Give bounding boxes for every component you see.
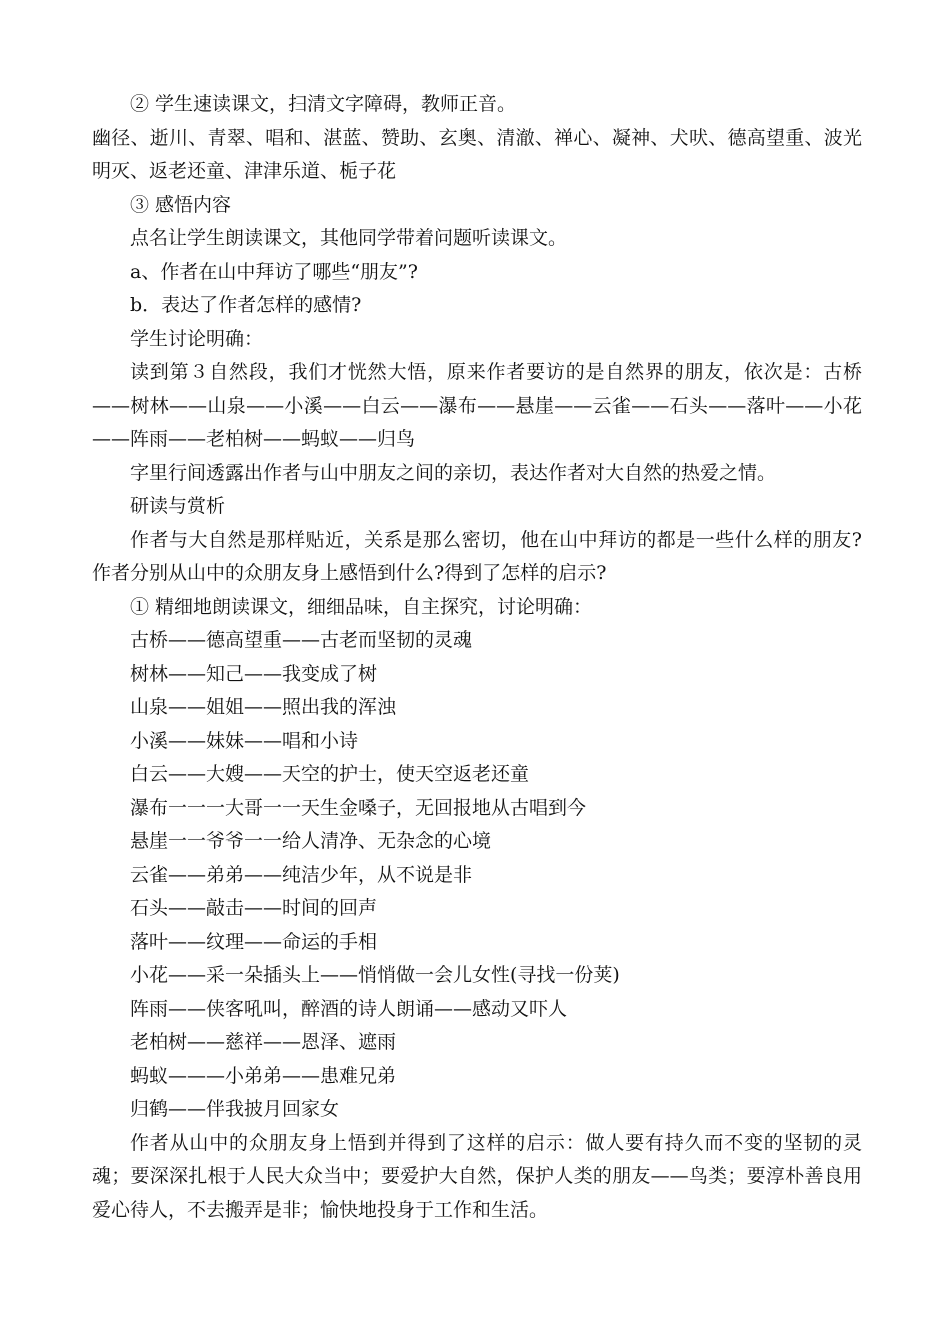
list-item-returning-crane: 归鹤——伴我披月回家女 bbox=[130, 1098, 340, 1120]
paragraph-discussion-heading: 学生讨论明确： bbox=[130, 327, 264, 350]
list-item-shower: 阵雨——侠客吼叫，醉酒的诗人朗诵——感动又吓人 bbox=[130, 997, 568, 1020]
list-item-old-cypress: 老柏树——慈祥——恩泽、遮雨 bbox=[130, 1031, 397, 1053]
paragraph-question-b: b．表达了作者怎样的感情? bbox=[130, 294, 362, 316]
paragraph-vocabulary-list: 幽径、逝川、青翠、唱和、湛蓝、赞助、玄奥、清澈、禅心、凝神、犬吠、德高望重、波光明灭、返老还童、津津乐道、栀子花 bbox=[92, 126, 862, 182]
paragraph-friends-sequence: 读到第３自然段，我们才恍然大悟，原来作者要访的是自然界的朋友，依次是：古桥——树林——山泉——小溪——白云——瀑布——悬崖——云雀——石头——落叶——小花——阵雨——老柏树——蚂蚁——归鸟 bbox=[92, 361, 862, 450]
paragraph-question-a: a、作者在山中拜访了哪些“朋友”? bbox=[130, 260, 418, 283]
list-item-forest: 树林——知己——我变成了树 bbox=[130, 662, 378, 685]
list-item-skylark: 云雀——弟弟——纯洁少年，从不说是非 bbox=[130, 863, 473, 886]
paragraph-section-study: 研读与赏析 bbox=[130, 495, 226, 517]
list-item-mountain-spring: 山泉——姐姐——照出我的浑浊 bbox=[130, 696, 397, 718]
list-item-stream: 小溪——妹妹——唱和小诗 bbox=[130, 729, 359, 752]
paragraph-read-aloud: 点名让学生朗读课文，其他同学带着问题听读课文。 bbox=[130, 227, 568, 249]
list-item-white-cloud: 白云——大嫂——天空的护士，使天空返老还童 bbox=[130, 763, 530, 785]
paragraph-enlightenment: 作者从山中的众朋友身上悟到并得到了这样的启示：做人要有持久而不变的坚韧的灵魂；要深深扎根于人民大众当中；要爱护大自然，保护人类的朋友——鸟类；要淳朴善良用爱心待人，不去搬弄是非；愉快地投身于工作和生活。 bbox=[92, 1131, 862, 1221]
list-item-fallen-leaf: 落叶——纹理——命运的手相 bbox=[130, 930, 378, 953]
paragraph-speed-reading: ② 学生速读课文，扫清文字障碍，教师正音。 bbox=[130, 93, 517, 115]
list-item-ancient-bridge: 古桥——德高望重——古老而坚韧的灵魂 bbox=[130, 629, 473, 651]
list-item-stone: 石头——敲击——时间的回声 bbox=[130, 897, 378, 919]
list-item-ant: 蚂蚁———小弟弟——患难兄弟 bbox=[130, 1064, 397, 1087]
list-item-waterfall: 瀑布一一一大哥一一天生金嗓子，无回报地从古唱到今 bbox=[130, 796, 587, 819]
document-body bbox=[92, 88, 862, 1227]
paragraph-careful-reading: ① 精细地朗读课文，细细品味，自主探究，讨论明确： bbox=[130, 595, 593, 618]
paragraph-section-perceive: ③ 感悟内容 bbox=[130, 193, 232, 216]
paragraph-emotion-summary: 字里行间透露出作者与山中朋友之间的亲切，表达作者对大自然的热爱之情。 bbox=[130, 461, 777, 484]
list-item-little-flower: 小花——采一朵插头上——悄悄做一会儿女性(寻找一份荚) bbox=[130, 964, 620, 986]
paragraph-study-question: 作者与大自然是那样贴近，关系是那么密切，他在山中拜访的都是一些什么样的朋友?作者分别从山中的众朋友身上感悟到什么?得到了怎样的启示? bbox=[92, 528, 862, 584]
list-item-cliff: 悬崖一一爷爷一一给人清净、无杂念的心境 bbox=[130, 830, 492, 852]
